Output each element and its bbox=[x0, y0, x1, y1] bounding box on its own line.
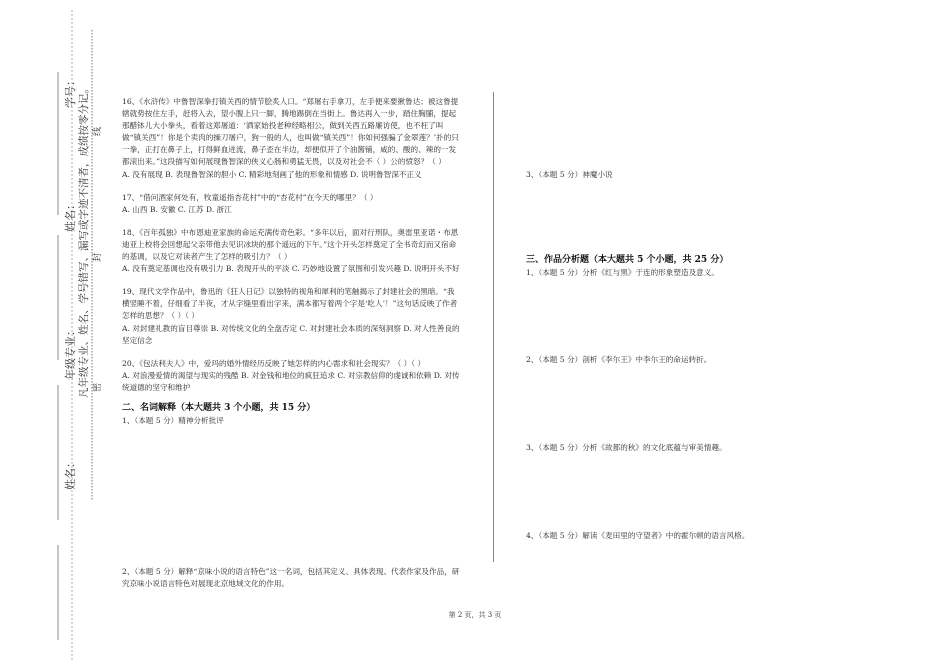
right-q3-block bbox=[526, 169, 856, 181]
section-2-question-2-block bbox=[122, 566, 462, 590]
section-3-item-4-block bbox=[526, 530, 856, 542]
question-16-options: A. 没有展现 B. 表现鲁智深的胆小 C. 精彩地刻画了他的形象和情感 D. 说明鲁智深不正义 bbox=[122, 169, 422, 179]
question-18-options: A. 没有奠定基调也没有吸引力 B. 表现开头的平淡 C. 巧妙地设置了氛围和引发兴趣 D. 说明开头不好 bbox=[122, 264, 460, 274]
question-19-options: A. 对封建礼教的盲目尊崇 B. 对传统文化的全盘否定 C. 对封建社会本质的深刻洞察 D. 对人性善良的坚定信念 bbox=[122, 323, 460, 345]
seal-char-feng: 封 bbox=[93, 252, 103, 262]
binding-margin bbox=[0, 0, 110, 672]
question-17-stem: 17、“借问酒家何处有，牧童遥指杏花村”中的“杏花村”在今天的哪里？（ ） bbox=[122, 192, 378, 202]
section-2-question-2: 2、（本题 5 分）解释“京味小说的语言特色”这一名词，包括其定义、具体表现、代表作家及作品，研究京味小说语言特色对展现北京地域文化的作用。 bbox=[122, 567, 460, 589]
question-19-stem: 19、现代文学作品中，鲁迅的《狂人日记》以独特的视角和犀利的笔触揭示了封建社会的黑暗。“我横竖睡不着，仔细看了半夜，才从字缝里看出字来，满本都写着两个字是‘吃人’！”这句话反映了作者怎样的思想？（ ）（ ） bbox=[122, 287, 458, 321]
question-17-options: A. 山西 B. 安徽 C. 江苏 D. 浙江 bbox=[122, 204, 232, 214]
seat-label: 姓名： bbox=[64, 457, 77, 490]
column-divider bbox=[493, 92, 494, 562]
left-column bbox=[122, 96, 462, 427]
student-id-label: 学号： bbox=[64, 75, 77, 108]
binding-instruction: 凡年级专业、姓名、学号错写、漏写或字迹不清者，成绩按零分记。 bbox=[78, 83, 90, 398]
section-3-block bbox=[526, 254, 856, 279]
major-label: 年级专业： bbox=[64, 325, 77, 380]
question-18-stem: 18、《百年孤独》中布恩迪亚家族的命运充满传奇色彩。“多年以后，面对行刑队，奥雷里亚诺・布恩迪亚上校将会回想起父亲带他去见识冰块的那个遥远的下午。”这个开头怎样奠定了全书奇幻而又宿命的基调，以及它对读者产生了怎样的吸引力？（ ） bbox=[122, 227, 459, 262]
section-3-item-3-block bbox=[526, 442, 856, 454]
section-3-item-2: 2、（本题 5 分）剖析《李尔王》中李尔王的命运转折。 bbox=[526, 355, 712, 364]
section-3-item-1: 1、（本题 5 分）分析《红与黑》于连的形象塑造及意义。 bbox=[526, 268, 719, 277]
section-3-item-3: 3、（本题 5 分）分析《故都的秋》的文化底蕴与审美情趣。 bbox=[526, 443, 727, 452]
page-footer: 第 2 页，共 3 页 bbox=[448, 611, 502, 619]
section-3-item-4: 4、（本题 5 分）解读《麦田里的守望者》中的霍尔顿的语言风格。 bbox=[526, 531, 750, 540]
seal-char-xian: 线 bbox=[93, 126, 103, 136]
section-2-question-1: 1、（本题 5 分）精神分析批评 bbox=[122, 415, 224, 425]
question-20-options: A. 对浪漫爱情的渴望与现实的残酷 B. 对金钱和地位的疯狂追求 C. 对宗教信仰的虔诚和依赖 D. 对传统道德的坚守和维护 bbox=[122, 370, 460, 392]
name-label: 姓名： bbox=[64, 199, 77, 232]
question-20-stem: 20、《包法利夫人》中，爱玛的婚外情经历反映了她怎样的内心需求和社会现实？（ ）（ ） bbox=[122, 358, 426, 368]
seal-char-mi: 密 bbox=[93, 382, 103, 392]
section-3-item-2-block bbox=[526, 354, 856, 366]
section-2-question-3: 3、（本题 5 分）神魔小说 bbox=[526, 170, 613, 179]
question-16-stem: 16、《水浒传》中鲁智深拳打镇关西的情节脍炙人口。“郑屠右手拿刀，左手便来要揪鲁达；被这鲁提辖就势按住左手，赶将入去，望小腹上只一脚，腾地踢倒在当街上。鲁达再入一步，踏住胸脯，提起那醋钵儿大小拳头，看着这郑屠道：‘洒家始投老种经略相公，做到关西五路廉访使，也不枉了叫做“镇关西”！你是个卖肉的操刀屠户，狗一般的人，也叫做“镇关西”！你如何强骗了金翠莲？’扑的只一拳，正打在鼻子上，打得鲜血迸流，鼻子歪在半边，却便似开了个油酱铺，咸的、酸的、辣的一发都滚出来。”这段描写如何展现鲁智深的侠义心肠和勇猛无畏，以及对社会不（ ）公的愤怒？（ ） bbox=[122, 97, 459, 167]
section-3-title: 三、作品分析题（本大题共 5 个小题，共 25 分） bbox=[526, 255, 729, 265]
section-2-title: 二、名词解释（本大题共 3 个小题，共 15 分） bbox=[122, 402, 316, 413]
